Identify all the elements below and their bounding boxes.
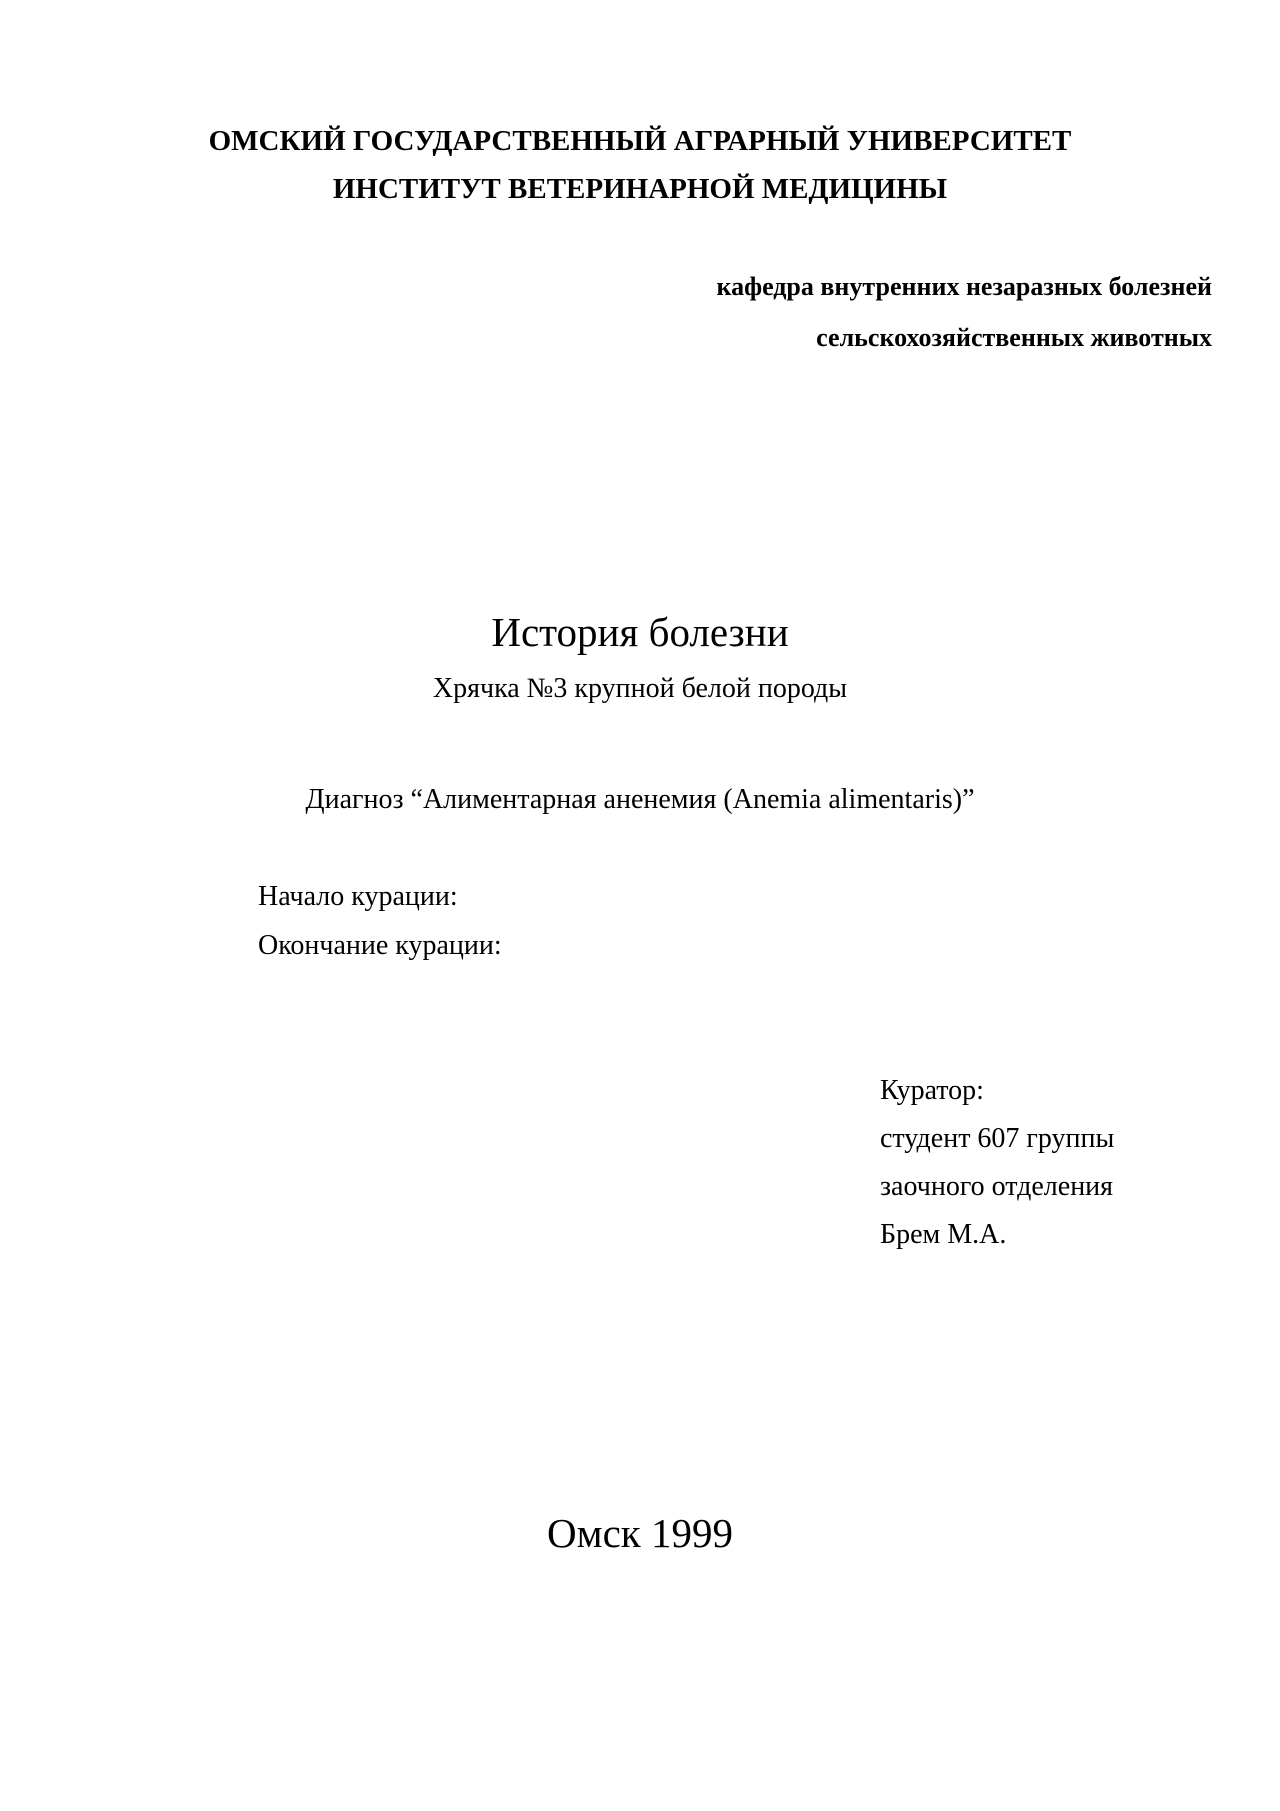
curation-start-label: Начало курации:	[258, 881, 458, 912]
city-year: Омск 1999	[547, 1510, 733, 1556]
document-subtitle: Хрячка №3 крупной белой породы	[432, 673, 848, 704]
department-line-2: сельскохозяйственных животных	[816, 323, 1212, 352]
curator-group: студент 607 группы	[880, 1123, 1115, 1154]
department-line-1: кафедра внутренних незаразных болезней	[716, 272, 1212, 301]
curator-department: заочного отделения	[880, 1171, 1114, 1202]
curation-end-label: Окончание курации:	[258, 930, 502, 961]
diagnosis-text: Диагноз “Алиментарная аненемия (Anemia alimentaris)”	[305, 784, 975, 815]
university-name: ОМСКИЙ ГОСУДАРСТВЕННЫЙ АГРАРНЫЙ УНИВЕРСИТЕТ	[208, 125, 1072, 157]
institute-name: ИНСТИТУТ ВЕТЕРИНАРНОЙ МЕДИЦИНЫ	[332, 173, 948, 205]
curator-label: Куратор:	[880, 1075, 984, 1106]
document-title: История болезни	[491, 609, 789, 655]
curator-name: Брем М.А.	[880, 1219, 1007, 1250]
